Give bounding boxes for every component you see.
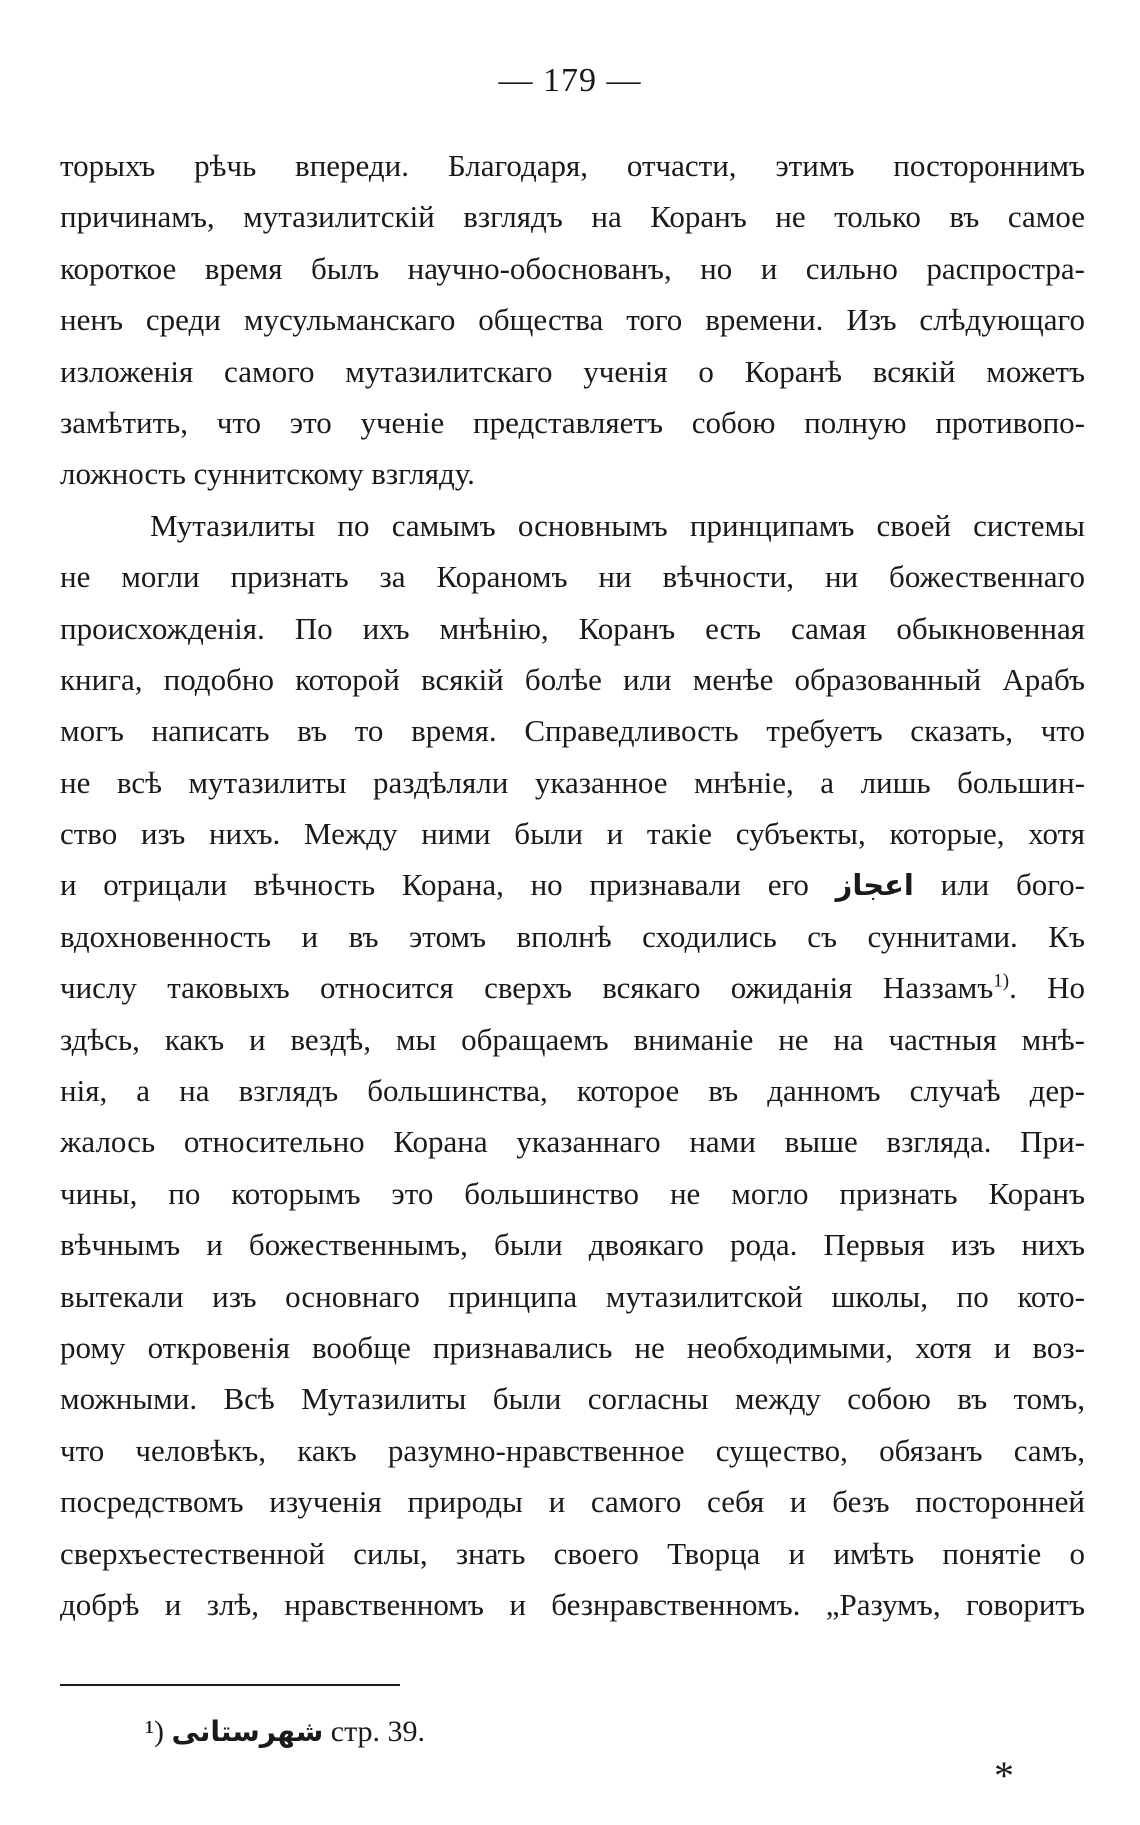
text-line-with-arabic: [60, 859, 1085, 910]
text-line: чины, по которымъ это большинство не могло признать Коранъ: [60, 1175, 1085, 1211]
footnote: [145, 1712, 425, 1752]
signature-asterisk: *: [994, 1753, 1014, 1798]
page-number: — 179 —: [498, 62, 642, 99]
text-segment: . Но: [1009, 970, 1085, 1006]
text-line: ложность суннитскому взгляду.: [60, 456, 475, 492]
text-line: вдохновенность и въ этомъ вполнѣ сходились съ суннитами. Къ: [60, 918, 1085, 954]
text-line: изложенія самого мутазилитскаго ученія о Коранѣ всякій можетъ: [60, 353, 1085, 389]
text-line: короткое время былъ научно-обоснованъ, но и сильно распростра-: [60, 250, 1085, 286]
text-line: добрѣ и злѣ, нравственномъ и безнравственномъ. „Разумъ, говоритъ: [60, 1586, 1085, 1622]
text-segment: или бого-: [940, 867, 1085, 903]
text-line: не могли признать за Кораномъ ни вѣчности, ни божественнаго: [60, 559, 1085, 595]
footnote-arabic-source: شهرستانى: [171, 1715, 324, 1748]
text-line: замѣтить, что это ученіе представляетъ собою полную противопо-: [60, 404, 1085, 440]
text-segment: числу таковыхъ относится сверхъ всякаго ожиданія Наззамъ: [60, 970, 994, 1006]
text-line: нія, а на взглядъ большинства, которое въ данномъ случаѣ дер-: [60, 1073, 1085, 1109]
text-line: книга, подобно которой всякій болѣе или менѣе образованный Арабъ: [60, 661, 1085, 697]
text-line: сверхъестественной силы, знать своего Творца и имѣть понятіе о: [60, 1535, 1085, 1571]
text-line: ство изъ нихъ. Между ними были и такіе субъекты, которые, хотя: [60, 816, 1085, 852]
footnote-page-reference: стр. 39.: [330, 1715, 426, 1748]
text-line: Мутазилиты по самымъ основнымъ принципамъ своей системы: [150, 507, 1085, 543]
text-line: причинамъ, мутазилитскій взглядъ на Коранъ не только въ самое: [60, 199, 1085, 235]
text-line: вѣчнымъ и божественнымъ, были двоякаго рода. Первыя изъ нихъ: [60, 1227, 1085, 1263]
text-line: не всѣ мутазилиты раздѣляли указанное мнѣніе, а лишь большин-: [60, 764, 1085, 800]
text-line: здѣсь, какъ и вездѣ, мы обращаемъ вниманіе не на частныя мнѣ-: [60, 1021, 1085, 1057]
text-line: можными. Всѣ Мутазилиты были согласны между собою въ томъ,: [60, 1381, 1085, 1417]
footnote-reference: 1): [993, 970, 1010, 992]
text-line: что человѣкъ, какъ разумно-нравственное существо, обязанъ самъ,: [60, 1432, 1085, 1468]
arabic-term: اعجاز: [835, 868, 914, 903]
text-line-with-footnote: [60, 962, 1085, 1013]
footnote-divider: [60, 1684, 400, 1686]
text-line: жалось относительно Корана указаннаго нами выше взгляда. При-: [60, 1124, 1085, 1160]
text-line: ненъ среди мусульманскаго общества того времени. Изъ слѣдующаго: [60, 302, 1085, 338]
text-line: происхожденія. По ихъ мнѣнію, Коранъ есть самая обыкновенная: [60, 610, 1085, 646]
main-text: [60, 140, 1085, 1630]
text-line: торыхъ рѣчь впереди. Благодаря, отчасти, этимъ постороннимъ: [60, 148, 1085, 183]
text-line: рому откровенія вообще признавались не необходимыми, хотя и воз-: [60, 1329, 1085, 1365]
text-segment: и отрицали вѣчность Корана, но признавали его: [60, 867, 809, 903]
text-line: посредствомъ изученія природы и самого себя и безъ посторонней: [60, 1484, 1085, 1520]
text-line: вытекали изъ основнаго принципа мутазилитской школы, по кото-: [60, 1278, 1085, 1314]
text-line: могъ написать въ то время. Справедливость требуетъ сказать, что: [60, 713, 1085, 749]
footnote-marker: ¹): [145, 1715, 164, 1748]
